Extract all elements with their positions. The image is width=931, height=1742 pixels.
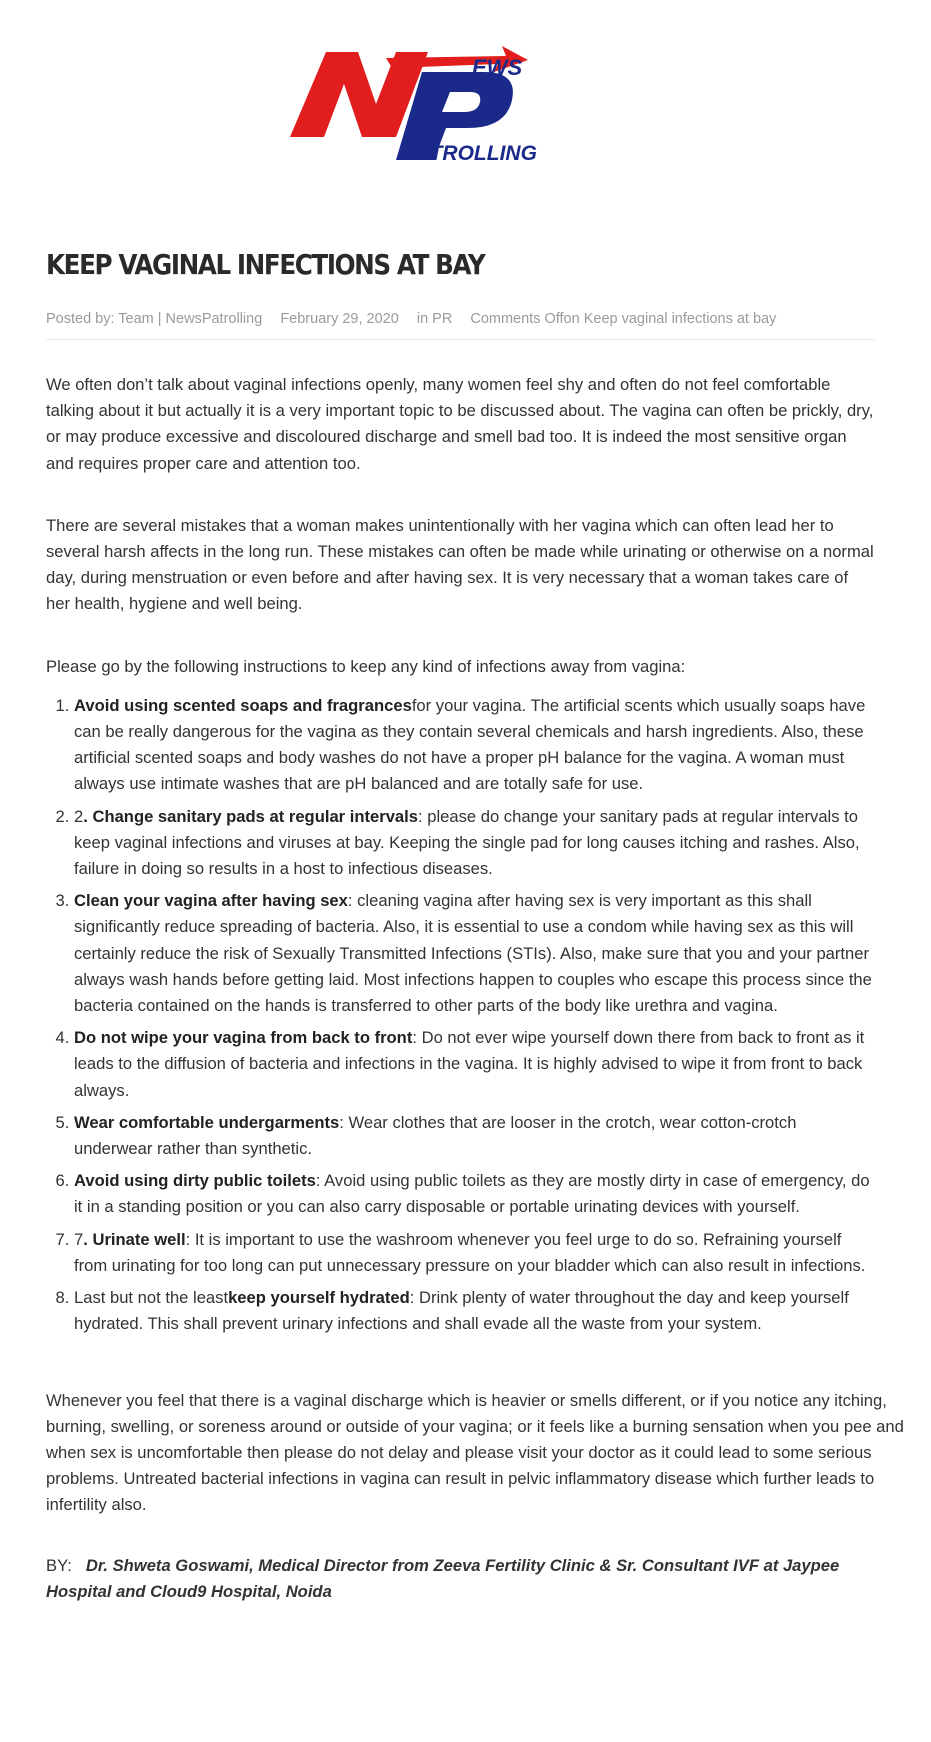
list-item: 5. Wear comfortable undergarments: Wear clothes that are looser in the crotch, wear cotton-crotch underwear rather than synthetic. — [74, 1110, 876, 1162]
article-title: KEEP VAGINAL INFECTIONS AT BAY — [46, 248, 485, 281]
byline — [46, 1553, 876, 1605]
list-item: 3. Clean your vagina after having sex: cleaning vagina after having sex is very important as this shall significantly reduce spreading of bacteria. Also, it is essential to use a condom while having sex as this will certainly reduce the risk of Sexually Transmitted Infections (STIs). Also, make sure that you and your partner always wash hands before getting laid. Most infections happen to couples who escape this process since the bacteria contained on the hands is transferred to other parts of the body like urethra and vagina. — [74, 888, 876, 1019]
newspatrolling-logo[interactable] — [288, 42, 566, 172]
logo-atrolling-text: ATROLLING — [416, 142, 537, 165]
byline-author: Dr. Shweta Goswami, Medical Director from Zeeva Fertility Clinic & Sr. Consultant IVF at Jaypee Hospital and Cloud9 Hospital, Noida — [46, 1555, 840, 1601]
post-category[interactable]: in PR — [416, 311, 453, 327]
posted-by[interactable]: Posted by: Team | NewsPatrolling — [46, 311, 263, 327]
paragraph-intro: We often don’t talk about vaginal infections openly, many women feel shy and often do not feel comfortable talking about it but actually it is a very important topic to be discussed about. The vagina can often be prickly, dry, or may produce excessive and discoloured discharge and smell bad too. It is indeed the most sensitive organ and requires proper care and attention too. — [46, 375, 874, 473]
paragraph-instructions: Please go by the following instructions to keep any kind of infections away from vagina: — [46, 656, 686, 676]
list-item: 1. Avoid using scented soaps and fragrancesfor your vagina. The artificial scents which usually soaps have can be really dangerous for the vagina as they contain several chemicals and harsh ingredients. Also, these artificial scented soaps and body washes do not have a proper pH balance for the vagina. A woman must always use intimate washes that are pH balanced and are totally safe for use. — [74, 693, 876, 798]
tips-list — [46, 693, 876, 1338]
list-item: 8. Last but not the leastkeep yourself hydrated: Drink plenty of water throughout the day and keep yourself hydrated. This shall prevent urinary infections and shall evade all the waste from your system. — [74, 1285, 876, 1337]
post-date: February 29, 2020 — [280, 311, 399, 327]
article-body — [46, 372, 904, 1605]
paragraph-closing: Whenever you feel that there is a vaginal discharge which is heavier or smells different, or if you notice any itching, burning, swelling, or soreness around or outside of your vagina; or it feels like a burning sensation when you pee and when sex is uncomfortable then please do not delay and please visit your doctor as it could lead to some serious problems. Untreated bacterial infections in vagina can result in pelvic inflammatory disease which further leads to infertility also. — [46, 1390, 904, 1515]
paragraph-mistakes: There are several mistakes that a woman makes unintentionally with her vagina which can often lead her to several harsh affects in the long run. These mistakes can often be made while urinating or otherwise on a normal day, during menstruation or even before and after having sex. It is very necessary that a woman takes care of her health, hygiene and well being. — [46, 515, 874, 614]
logo-ews-text: EWS — [472, 55, 523, 80]
list-item: 6. Avoid using dirty public toilets: Avoid using public toilets as they are mostly dirty in case of emergency, do it in a standing position or you can also carry disposable or portable urinating devices with yourself. — [74, 1168, 876, 1220]
post-comments: Comments Offon Keep vaginal infections at bay — [470, 311, 777, 327]
list-item: 4. Do not wipe your vagina from back to front: Do not ever wipe yourself down there from back to front as it leads to the diffusion of bacteria and infections in the vagina. It is highly advised to wipe it from front to back always. — [74, 1025, 876, 1104]
byline-label: BY: — [46, 1555, 72, 1575]
post-meta — [46, 311, 876, 340]
list-item: 2. 2. Change sanitary pads at regular intervals: please do change your sanitary pads at regular intervals to keep vaginal infections and viruses at bay. Keeping the single pad for long causes itching and rashes. Also, failure in doing so results in a host to infectious diseases. — [74, 804, 876, 883]
list-item: 7. 7. Urinate well: It is important to use the washroom whenever you feel urge to do so. Refraining yourself from urinating for too long can put unnecessary pressure on your bladder which can also result in infections. — [74, 1227, 876, 1279]
